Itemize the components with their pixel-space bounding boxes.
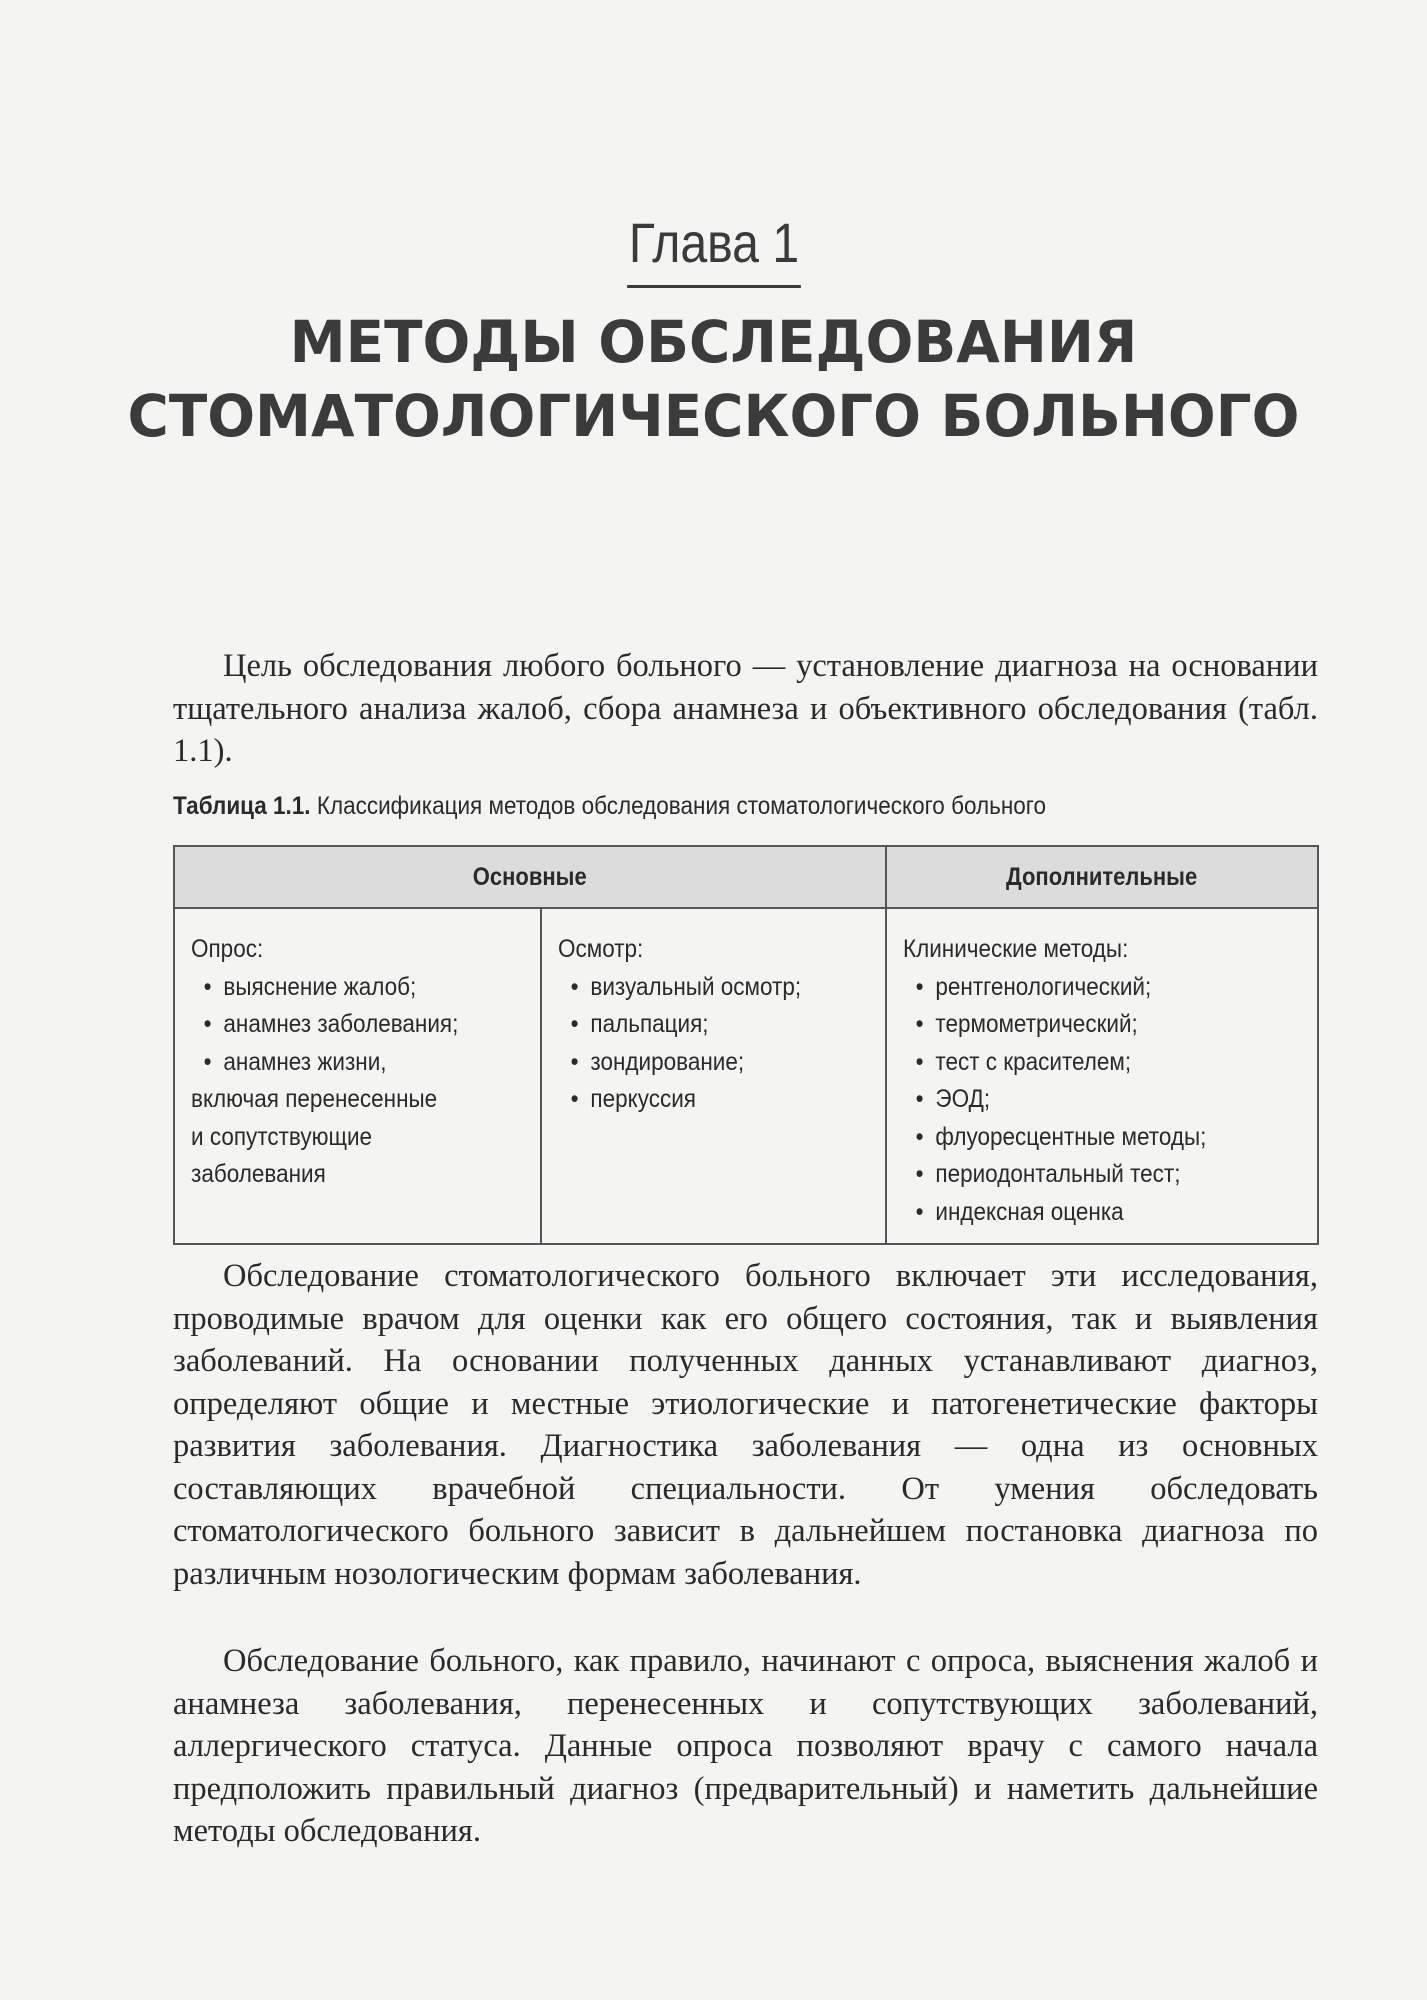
intro-paragraph: Цель обследования любого больного — установление диагноза на основании тщательного анализа жалоб, сбора анамнеза и объективного обследования (табл. 1.1). xyxy=(173,648,1318,769)
body-paragraph-1: Обследование стоматологического больного включает эти исследования, проводимые врачом для оценки как его общего состояния, так и выявления заболеваний. На основании полученных данных устанавливают диагноз, определяют общие и местные этиологические и патогенетические факторы развития заболевания. Диагностика заболевания — одна из основных составляющих врачебной специальности. От умения обследовать стоматологического больного зависит в дальнейшем постановка диагноза по различным нозологическим формам заболевания. xyxy=(173,1258,1318,1592)
list-item: • анамнез заболевания; xyxy=(203,1010,459,1038)
list-item: • ЭОД; xyxy=(915,1085,990,1113)
table-caption-text: Классификация методов обследования стоматологического больного xyxy=(316,792,1046,820)
body-paragraph-2: Обследование больного, как правило, начинают с опроса, выяснения жалоб и анамнеза заболевания, перенесенных и сопутствующих заболеваний, аллергического статуса. Данные опроса позволяют врачу с самого начала предположить правильный диагноз (предварительный) и наметить дальнейшие методы обследования. xyxy=(173,1643,1318,1849)
survey-heading: Опрос: xyxy=(191,935,264,963)
chapter-title xyxy=(0,305,1427,453)
list-item: • индексная оценка xyxy=(915,1197,1124,1226)
list-item: • тест с красителем; xyxy=(915,1047,1132,1076)
list-item: • пальпация; xyxy=(571,1010,710,1038)
clinical-list xyxy=(903,969,1301,1232)
chapter-label xyxy=(0,210,1427,288)
cell-clinical-methods xyxy=(886,908,1318,1244)
table-caption-label: Таблица 1.1. xyxy=(173,792,311,820)
table-row xyxy=(174,908,1318,1244)
list-item: • рентгенологический; xyxy=(915,972,1152,1001)
list-item: • анамнез жизни, xyxy=(203,1047,387,1076)
clinical-heading: Клинические методы: xyxy=(902,935,1129,963)
cell-examination xyxy=(541,908,885,1244)
table-header-row xyxy=(174,846,1318,908)
examination-list xyxy=(558,969,868,1119)
survey-list xyxy=(191,969,524,1082)
list-item: • перкуссия xyxy=(571,1085,697,1113)
list-item: • выяснение жалоб; xyxy=(203,972,417,1001)
methods-table xyxy=(173,845,1319,1245)
header-additional: Дополнительные xyxy=(886,846,1318,908)
survey-continuation: заболевания xyxy=(191,1160,326,1188)
chapter-number: Глава 1 xyxy=(627,210,801,288)
header-basic: Основные xyxy=(174,846,886,908)
survey-continuation: включая перенесенные xyxy=(191,1085,438,1113)
list-item: • зондирование; xyxy=(571,1047,745,1076)
table-caption xyxy=(173,792,1204,821)
chapter-title-line-1: МЕТОДЫ ОБСЛЕДОВАНИЯ xyxy=(289,308,1138,376)
survey-continuation: и сопутствующие xyxy=(191,1122,373,1151)
examination-heading: Осмотр: xyxy=(558,935,644,963)
list-item: • визуальный осмотр; xyxy=(571,972,802,1001)
chapter-title-line-2: СТОМАТОЛОГИЧЕСКОГО БОЛЬНОГО xyxy=(127,382,1300,450)
list-item: • периодонтальный тест; xyxy=(915,1160,1181,1188)
list-item: • термометрический; xyxy=(915,1010,1138,1038)
cell-survey xyxy=(174,908,541,1244)
list-item: • флуоресцентные методы; xyxy=(915,1122,1207,1151)
